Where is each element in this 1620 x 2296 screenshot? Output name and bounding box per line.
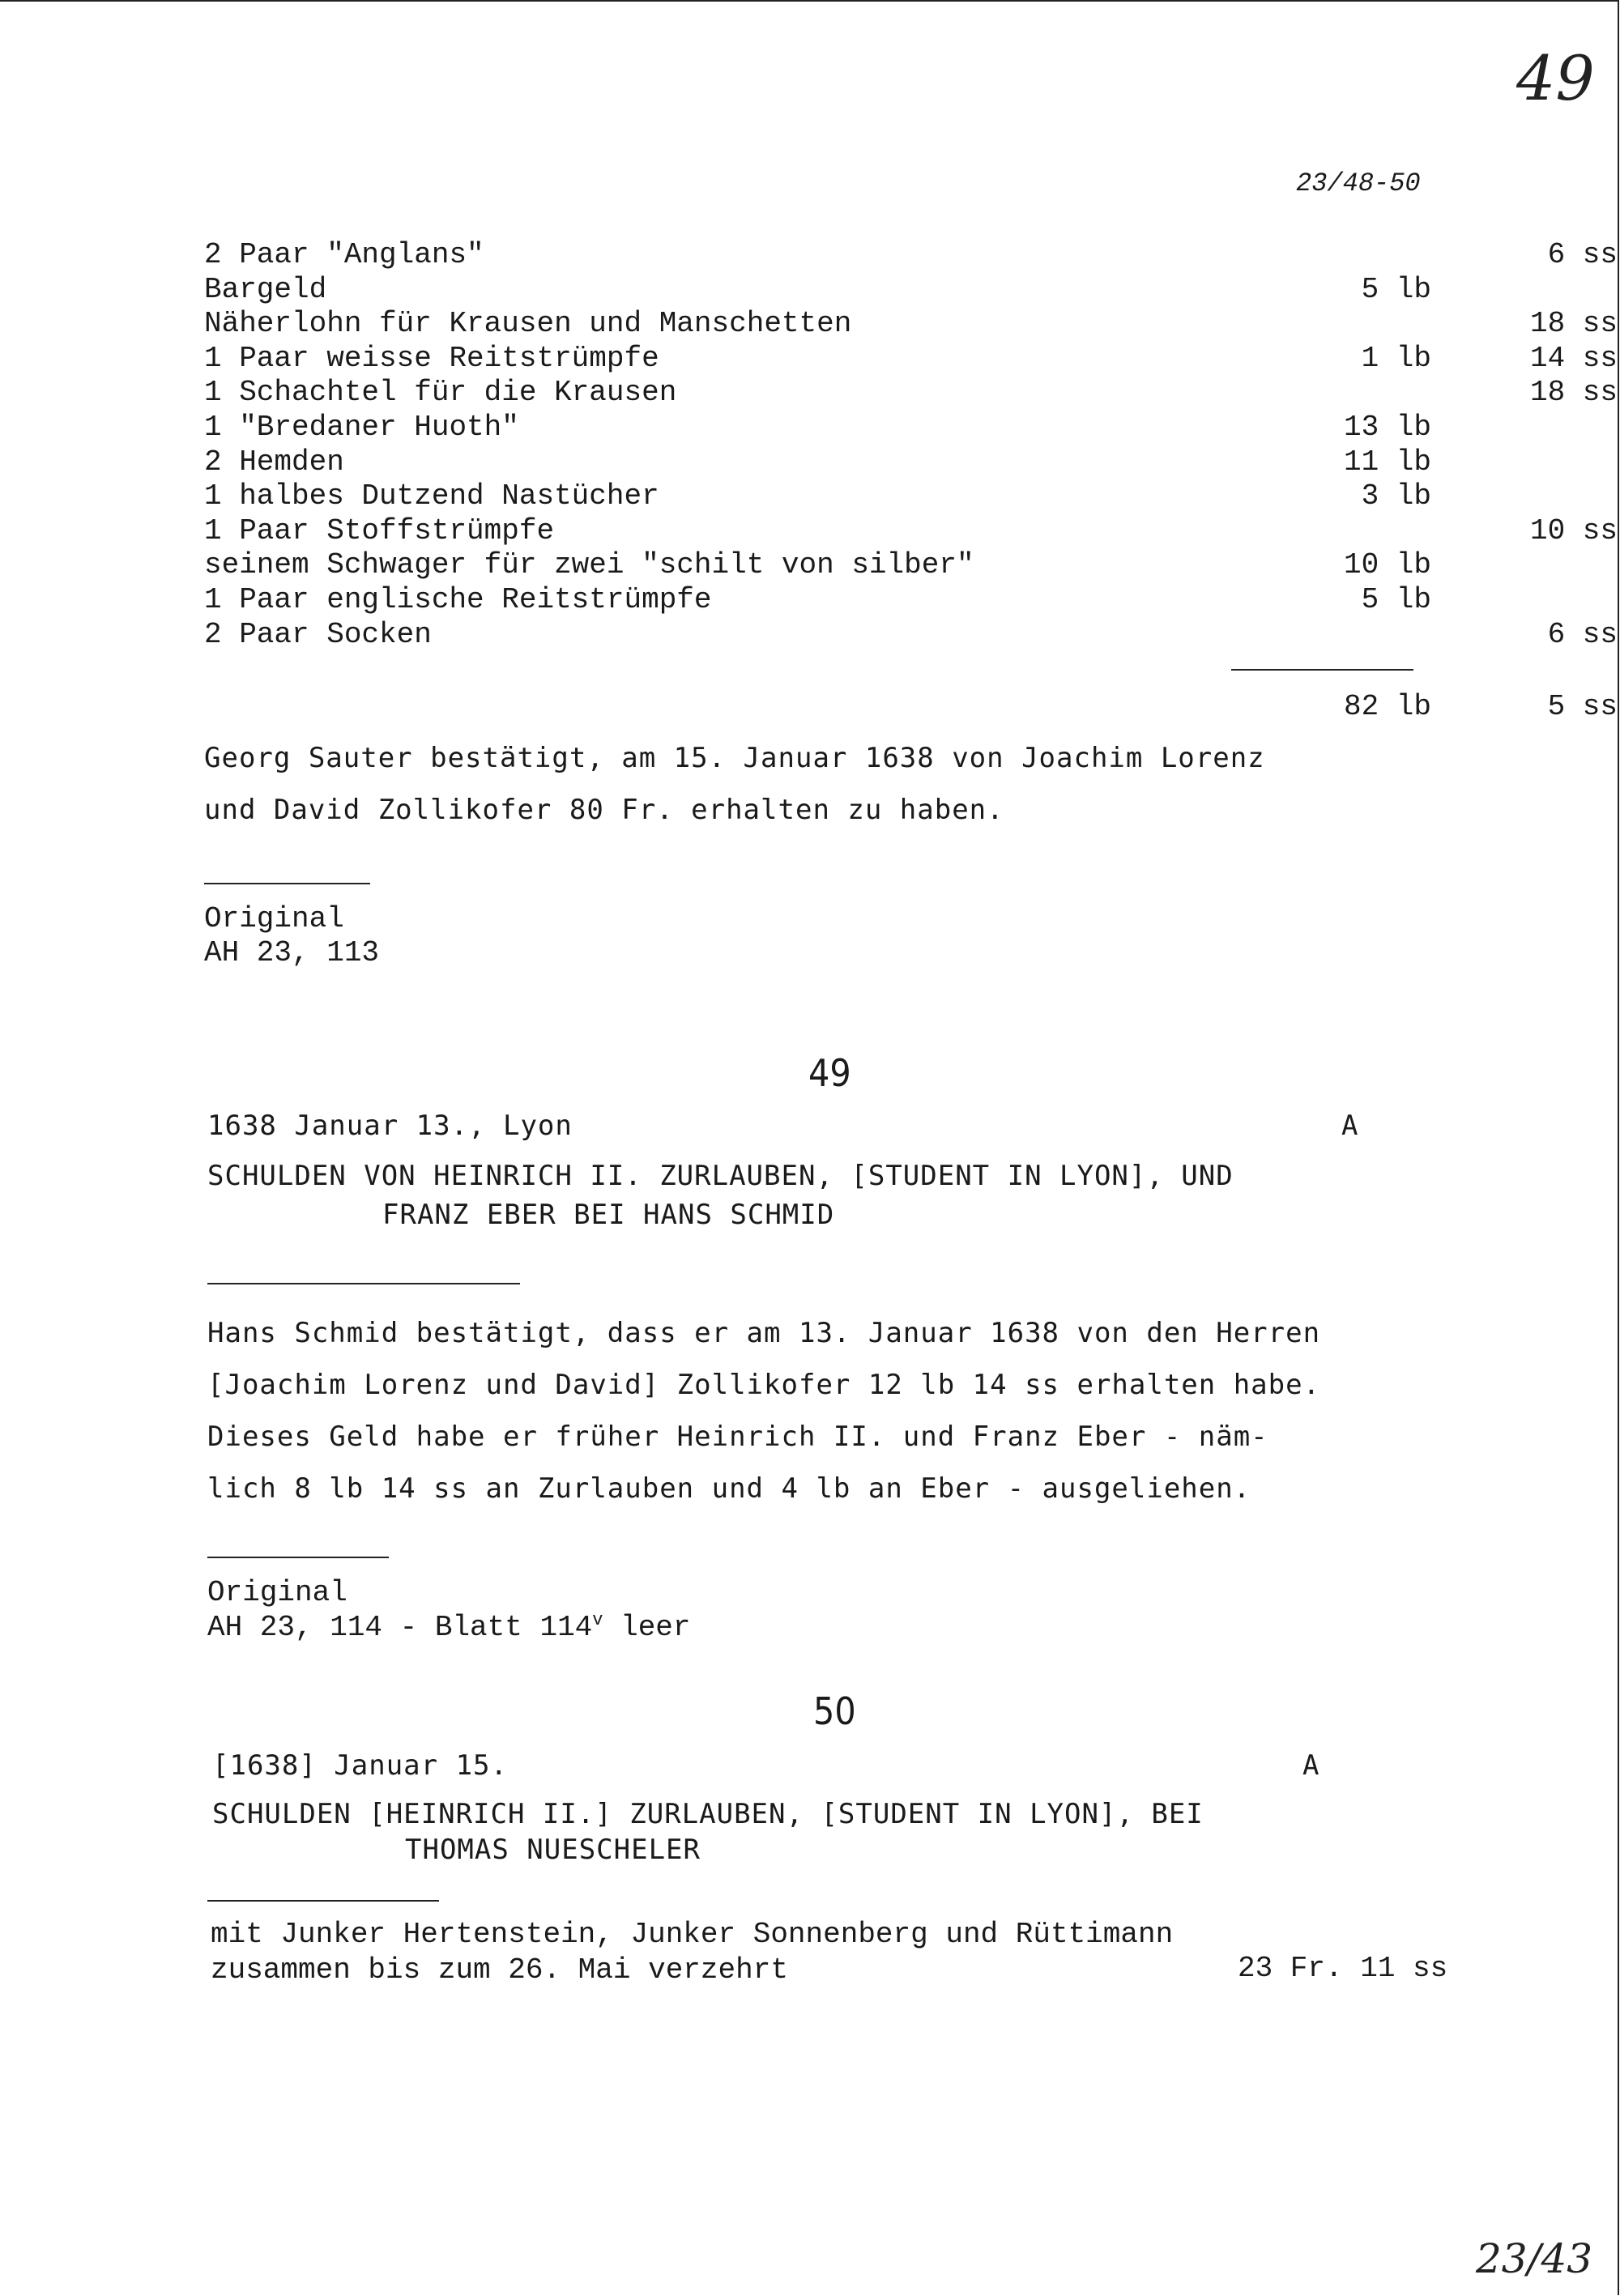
doc48-text-line-1: Georg Sauter bestätigt, am 15. Januar 1638 von Joachim Lorenz [204, 742, 1265, 774]
expense-row [204, 583, 1431, 617]
expense-lb: 1 lb [1361, 341, 1431, 375]
expense-ss: 18 ss [1529, 307, 1618, 341]
expense-lb: 10 lb [1343, 548, 1431, 582]
expense-item: 2 Hemden [204, 445, 344, 479]
doc48-source-reference: AH 23, 113 [204, 936, 380, 969]
expense-item: 1 Paar weisse Reitstrümpfe [204, 341, 659, 375]
doc49-number: 49 [808, 1051, 851, 1095]
doc50-title-line-2: THOMAS NUESCHELER [405, 1834, 701, 1866]
archive-stamp: 23/43 [1476, 2235, 1593, 2282]
reference-range: 23/48-50 [1296, 168, 1421, 198]
doc48-source-rule [204, 883, 370, 884]
expense-item: 1 halbes Dutzend Nastücher [204, 479, 659, 513]
doc50-date: [1638] Januar 15. [212, 1749, 508, 1782]
doc49-source-rule [207, 1557, 389, 1558]
doc49-source-reference: AH 23, 114 - Blatt 114 [207, 1611, 593, 1644]
doc50-number: 50 [813, 1689, 856, 1733]
expense-ss: 6 ss [1547, 617, 1618, 651]
expense-row [204, 617, 1618, 652]
doc48-source-label: Original [204, 902, 344, 935]
expense-ss: 6 ss [1547, 238, 1618, 271]
doc49-type-marker: A [1341, 1110, 1359, 1142]
expense-row [204, 445, 1431, 479]
doc49-source-suffix: leer [603, 1611, 691, 1644]
expense-ss: 10 ss [1529, 513, 1618, 547]
doc49-source-line [207, 1610, 691, 1644]
total-ss: 5 ss [1547, 690, 1618, 723]
doc48-text-line-2: und David Zollikofer 80 Fr. erhalten zu haben. [204, 794, 1004, 826]
doc49-date-place: 1638 Januar 13., Lyon [207, 1110, 573, 1142]
doc50-entry-line-1: mit Junker Hertenstein, Junker Sonnenberg und Rüttimann [211, 1918, 1174, 1951]
expense-lb: 3 lb [1361, 479, 1431, 513]
doc49-text-line-1: Hans Schmid bestätigt, dass er am 13. Januar 1638 von den Herren [207, 1317, 1321, 1349]
expense-item: 2 Paar "Anglans" [204, 238, 484, 271]
expense-lb: 5 lb [1361, 272, 1431, 306]
expense-lb: 11 lb [1343, 445, 1431, 479]
doc49-text-line-4: lich 8 lb 14 ss an Zurlauben und 4 lb an Eber - ausgeliehen. [207, 1472, 1251, 1505]
expense-lb: 5 lb [1361, 583, 1431, 616]
doc50-type-marker: A [1302, 1749, 1320, 1782]
expense-row [204, 341, 1618, 376]
doc50-title-line-1: SCHULDEN [HEINRICH II.] ZURLAUBEN, [STUDENT IN LYON], BEI [212, 1798, 1204, 1830]
expense-row [204, 307, 1618, 341]
handwritten-page-number: 49 [1516, 42, 1595, 114]
doc49-title-line-1: SCHULDEN VON HEINRICH II. ZURLAUBEN, [STUDENT IN LYON], UND [207, 1160, 1234, 1192]
expense-row [204, 376, 1618, 410]
expense-item: 1 Schachtel für die Krausen [204, 376, 677, 410]
expense-row [204, 479, 1431, 513]
expense-item: 2 Paar Socken [204, 617, 432, 651]
doc49-title-rule [207, 1283, 520, 1284]
expense-item: Bargeld [204, 272, 327, 306]
expense-row [204, 548, 1431, 582]
total-rule [1231, 669, 1413, 671]
expense-row [204, 272, 1431, 307]
expense-item: 1 Paar Stoffstrümpfe [204, 513, 555, 547]
total-lb: 82 lb [1343, 690, 1431, 723]
expense-ss: 18 ss [1529, 376, 1618, 410]
expense-ss: 14 ss [1529, 341, 1618, 375]
expense-item: 1 "Bredaner Huoth" [204, 411, 519, 444]
expense-item: seinem Schwager für zwei "schilt von silber" [204, 548, 974, 582]
expense-total-row [204, 690, 1618, 724]
expense-item: Näherlohn für Krausen und Manschetten [204, 307, 852, 341]
doc49-source-superscript: v [592, 1610, 603, 1630]
expense-row [204, 238, 1618, 272]
doc50-entry-line-2: zusammen bis zum 26. Mai verzehrt [211, 1953, 788, 1987]
doc50-entry-amount: 23 Fr. 11 ss [1238, 1952, 1448, 1985]
doc49-text-line-2: [Joachim Lorenz und David] Zollikofer 12 lb 14 ss erhalten habe. [207, 1369, 1321, 1401]
expense-lb: 13 lb [1343, 411, 1431, 444]
doc49-source-label: Original [207, 1576, 347, 1609]
doc49-title-line-2: FRANZ EBER BEI HANS SCHMID [382, 1199, 835, 1231]
expense-item: 1 Paar englische Reitstrümpfe [204, 583, 712, 616]
doc49-text-line-3: Dieses Geld habe er früher Heinrich II. und Franz Eber - näm- [207, 1421, 1268, 1453]
doc50-title-rule [207, 1900, 439, 1902]
expense-row [204, 411, 1431, 445]
expense-row [204, 513, 1618, 548]
